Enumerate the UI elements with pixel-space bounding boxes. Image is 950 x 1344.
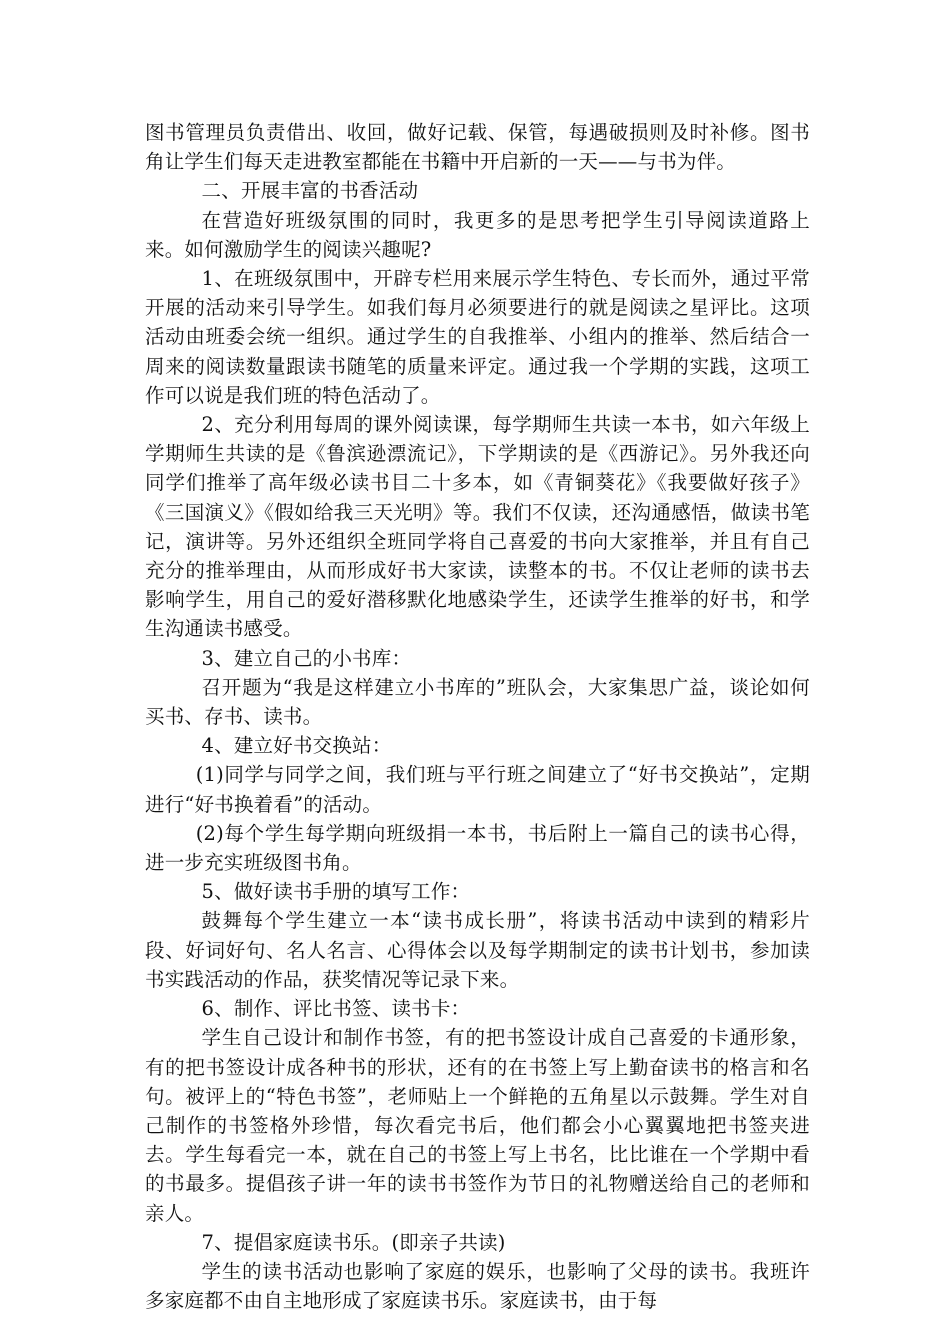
paragraph-item-5: 鼓舞每个学生建立一本“读书成长册”，将读书活动中读到的精彩片段、好词好句、名人名言、心得体会以及每学期制定的读书计划书，参加读书实践活动的作品，获奖情况等记录下来。: [145, 909, 810, 991]
heading-item-4: 4、建立好书交换站：: [201, 734, 392, 758]
paragraph-item-1: 1、在班级氛围中，开辟专栏用来展示学生特色、专长而外，通过平常开展的活动来引导学生。如我们每月必须要进行的就是阅读之星评比。这项活动由班委会统一组织。通过学生的自我推举、小组内的推举、然后结合一周来的阅读数量跟读书随笔的质量来评定。通过我一个学期的实践，这项工作可以说是我们班的特色活动了。: [145, 267, 810, 407]
paragraph-library-manager: 图书管理员负责借出、收回，做好记载、保管，每遇破损则及时补修。图书角让学生们每天走进教室都能在书籍中开启新的一天——与书为伴。: [145, 121, 810, 174]
heading-item-7: 7、提倡家庭读书乐。(即亲子共读): [201, 1230, 506, 1254]
paragraph-item-6: 学生自己设计和制作书签，有的把书签设计成自己喜爱的卡通形象，有的把书签设计成各种书的形状，还有的在书签上写上勤奋读书的格言和名句。被评上的“特色书签”，老师贴上一个鲜艳的五角星以示鼓舞。学生对自己制作的书签格外珍惜，每次看完书后，他们都会小心翼翼地把书签夹进去。学生每看完一本，就在自己的书签上写上书名，比比谁在一个学期中看的书最多。提倡孩子讲一年的读书书签作为节日的礼物赠送给自己的老师和亲人。: [145, 1026, 810, 1225]
paragraph-item-3: 召开题为“我是这样建立小书库的”班队会，大家集思广益，谈论如何买书、存书、读书。: [145, 675, 810, 729]
paragraph-item-2: 2、充分利用每周的课外阅读课，每学期师生共读一本书，如六年级上学期师生共读的是《鲁滨逊漂流记》，下学期读的是《西游记》。另外我还向同学们推举了高年级必读书目二十多本，如《青铜葵花》《我要做好孩子》《三国演义》《假如给我三天光明》等。我们不仅读，还沟通感悟，做读书笔记，演讲等。另外还组织全班同学将自己喜爱的书向大家推举，并且有自己充分的推举理由，从而形成好书大家读，读整本的书。不仅让老师的读书去影响学生，用自己的爱好潜移默化地感染学生，还读学生推举的好书，和学生沟通读书感受。: [145, 413, 810, 641]
heading-item-6: 6、制作、评比书签、读书卡：: [201, 997, 471, 1021]
paragraph-intro: 在营造好班级氛围的同时，我更多的是思考把学生引导阅读道路上来。如何激励学生的阅读兴趣呢?: [145, 208, 810, 261]
heading-item-3: 3、建立自己的小书库：: [201, 646, 412, 670]
paragraph-item-4-1: (1)同学与同学之间，我们班与平行班之间建立了“好书交换站”，定期进行“好书换着看”的活动。: [145, 763, 810, 816]
heading-section-two: 二、开展丰富的书香活动: [201, 179, 419, 203]
document-page: [145, 118, 810, 1315]
paragraph-item-4-2: (2)每个学生每学期向班级捐一本书，书后附上一篇自己的读书心得，进一步充实班级图书角。: [145, 821, 810, 875]
paragraph-item-7: 学生的读书活动也影响了家庭的娱乐，也影响了父母的读书。我班许多家庭都不由自主地形成了家庭读书乐。家庭读书，由于每: [145, 1259, 810, 1313]
heading-item-5: 5、做好读书手册的填写工作：: [201, 880, 471, 904]
